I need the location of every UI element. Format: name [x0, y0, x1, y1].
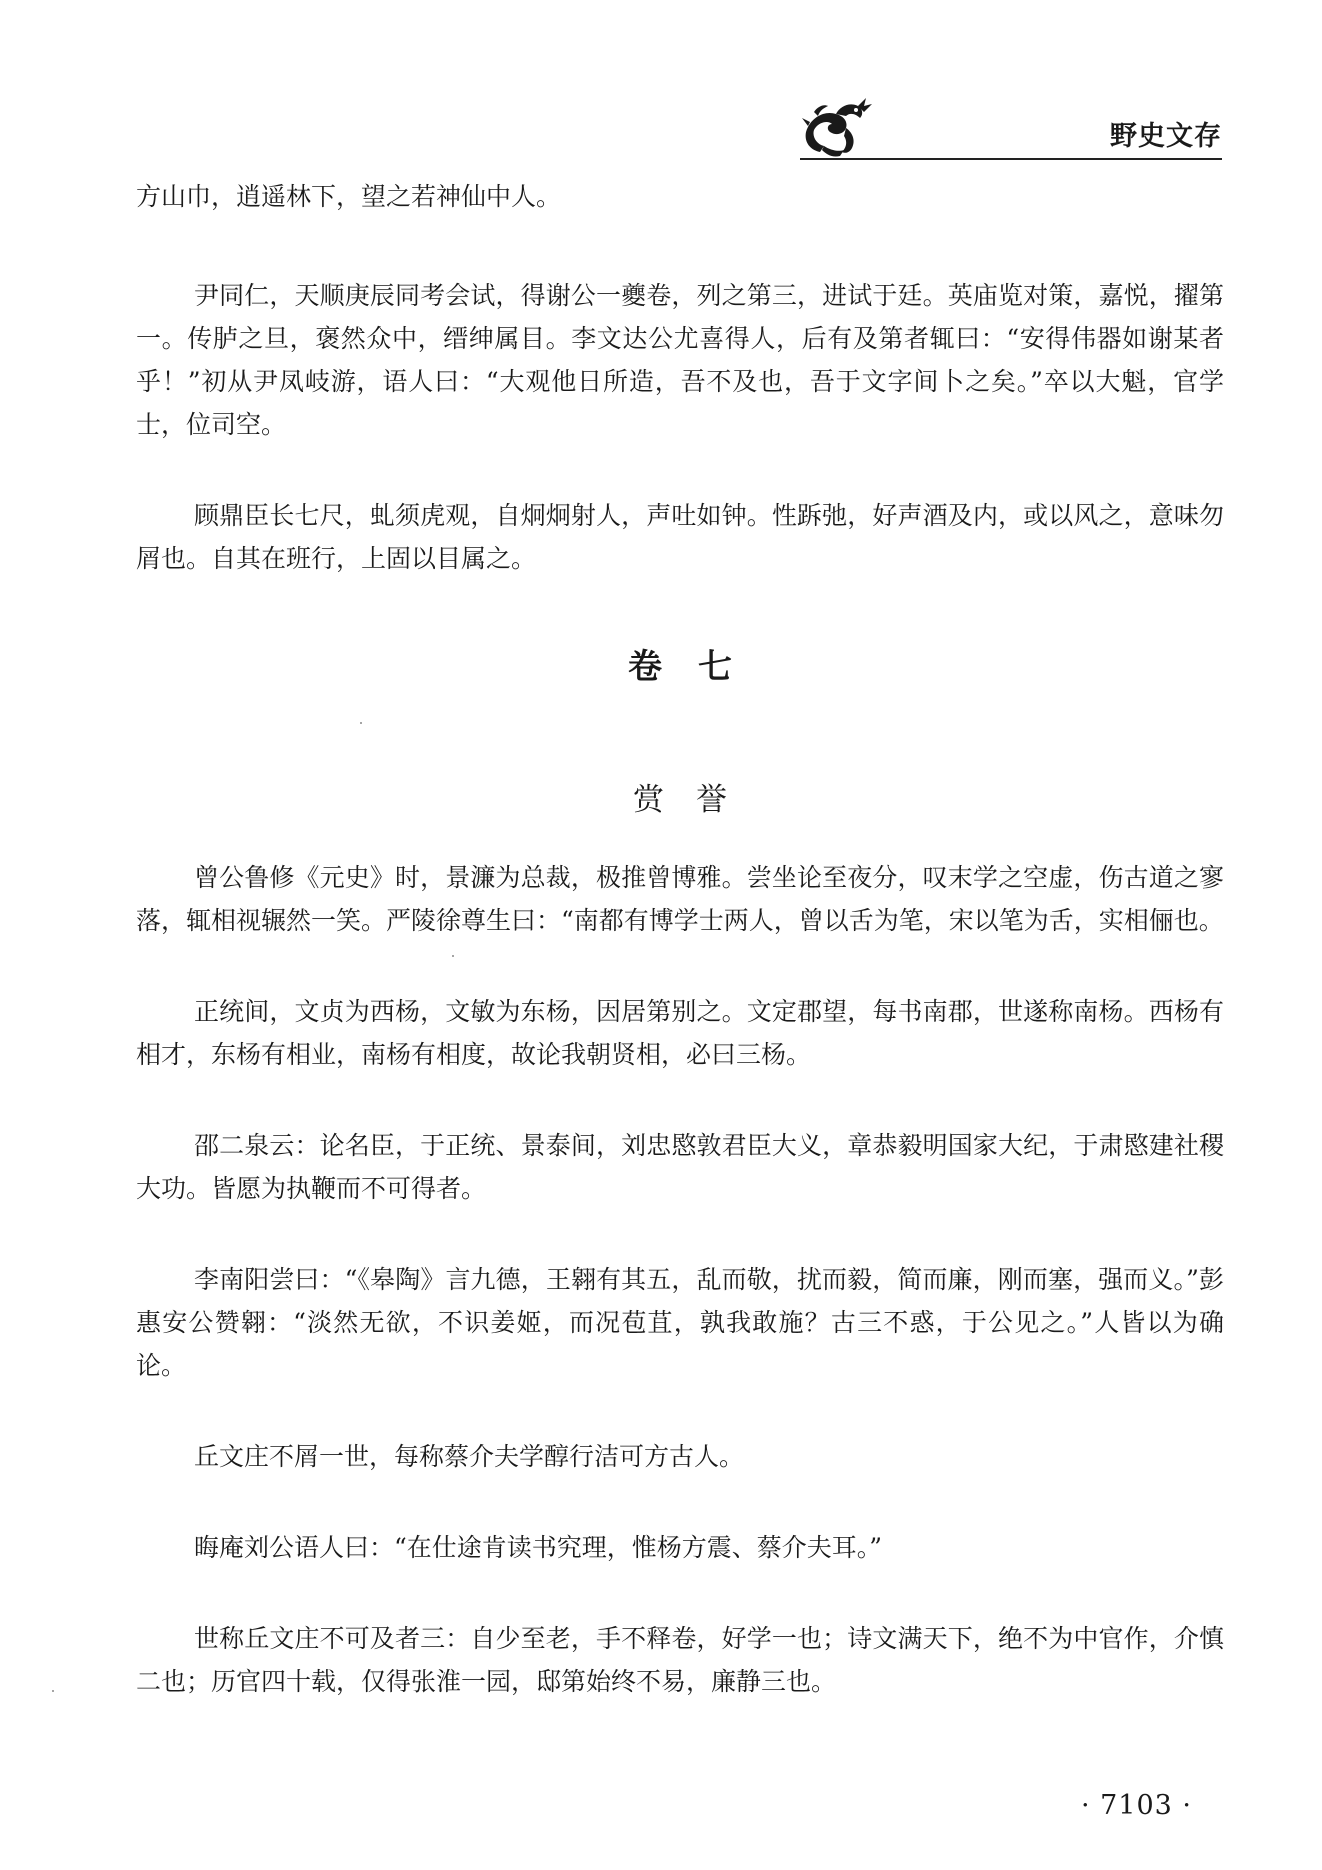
header-rule: [800, 158, 1222, 160]
volume-title: 卷七: [628, 647, 768, 687]
page-number: · 7103 ·: [1080, 1790, 1192, 1821]
header-title: 野史文存: [1110, 121, 1222, 152]
paragraph-yin-tongren: 尹同仁，天顺庚辰同考会试，得谢公一夔卷，列之第三，进试于廷。英庙览对策，嘉悦，擢第一。传胪之旦，褒然众中，缙绅属目。李文达公尤喜得人，后有及第者辄曰：“安得伟器如谢某者乎！”初从尹凤岐游，语人曰：“大观他日所造，吾不及也，吾于文字间卜之矣。”卒以大魁，官学士，位司空。: [136, 281, 1224, 439]
paragraph-qiu-wenzhuang: 丘文庄不屑一世，每称蔡介夫学醇行洁可方古人。: [194, 1442, 745, 1471]
paragraph-continued: 方山巾，逍遥林下，望之若神仙中人。: [136, 182, 562, 211]
paragraph-zhengtong: 正统间，文贞为西杨，文敏为东杨，因居第别之。文定郡望，每书南郡，世遂称南杨。西杨有相才，东杨有相业，南杨有相度，故论我朝贤相，必曰三杨。: [136, 997, 1224, 1069]
running-header: [800, 92, 1222, 164]
scan-speck: [52, 1690, 54, 1692]
dragon-emblem-icon: [800, 92, 876, 164]
paragraph-li-nanyang: 李南阳尝曰：“《皋陶》言九德，王翱有其五，乱而敬，扰而毅，简而廉，刚而塞，强而义。”彭惠安公赞翱：“淡然无欲，不识姜姬，而况苞苴，孰我敢施？古三不惑，于公见之。”人皆以为确论。: [136, 1265, 1224, 1380]
paragraph-three-virtues: 世称丘文庄不可及者三：自少至老，手不释卷，好学一也；诗文满天下，绝不为中官作，介慎二也；历官四十载，仅得张淮一园，邸第始终不易，廉静三也。: [136, 1624, 1224, 1696]
paragraph-gu-dingchen: 顾鼎臣长七尺，虬须虎观，自炯炯射人，声吐如钟。性跅弛，好声酒及内，或以风之，意味勿屑也。自其在班行，上固以目属之。: [136, 501, 1224, 573]
scan-speck: [360, 722, 362, 724]
paragraph-huian-liu: 晦庵刘公语人曰：“在仕途肯读书究理，惟杨方震、蔡介夫耳。”: [194, 1533, 883, 1562]
paragraph-shao-erquan: 邵二泉云：论名臣，于正统、景泰间，刘忠愍敦君臣大义，章恭毅明国家大纪，于肃愍建社稷大功。皆愿为执鞭而不可得者。: [136, 1131, 1224, 1203]
section-title: 赏誉: [633, 782, 759, 818]
page-body: [136, 175, 1224, 1751]
paragraph-zeng-gonglu: 曾公鲁修《元史》时，景濂为总裁，极推曾博雅。尝坐论至夜分，叹末学之空虚，伤古道之寥落，辄相视辗然一笑。严陵徐尊生曰：“南都有博学士两人，曾以舌为笔，宋以笔为舌，实相俪也。: [136, 863, 1224, 935]
scan-speck: [452, 955, 454, 957]
